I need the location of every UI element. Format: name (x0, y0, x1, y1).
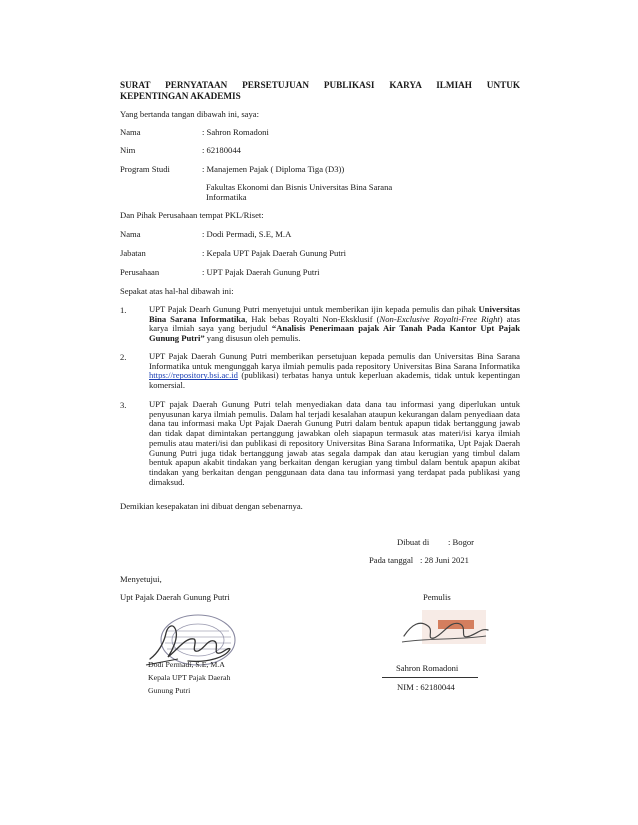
item-number: 1. (120, 305, 127, 315)
document-title: SURAT PERNYATAAN PERSETUJUAN PUBLIKASI KARYA ILMIAH UNTUK KEPENTINGAN AKADEMIS (120, 80, 520, 101)
student-faculty-line2: Informatika (206, 192, 247, 202)
student-prodi-value: : Manajemen Pajak ( Diploma Tiga (D3)) (202, 164, 345, 174)
approver-name: Dodi Permadi, S.E, M.A (148, 660, 225, 669)
company-name-label: Nama (120, 229, 141, 239)
closing-text: Demikian kesepakatan ini dibuat dengan sebenarnya. (120, 501, 303, 511)
place-label: Dibuat di (397, 537, 430, 547)
item-text: UPT Pajak Dearh Gunung Putri menyetujui untuk memberikan ijin kepada pemulis dan pihak Universitas Bina Sarana Informatika, Hak bebas Royalti Non-Eksklusif (Non-Exclusive Royalti-Free Right) atas karya ilmiah saya yang berjudul “Analisis Penerimaan pajak Air Tanah Pada Kantor Upt Pajak Gunung Putri” yang disusun oleh pemulis. (149, 304, 520, 344)
place-value: : Bogor (448, 537, 475, 547)
author-heading: Pemulis (423, 592, 451, 602)
company-position-value: : Kepala UPT Pajak Daerah Gunung Putri (202, 248, 346, 258)
company-label: Perusahaan (120, 267, 160, 277)
item-text: UPT pajak Daerah Gunung Putri telah menyediakan data dana tau informasi yang diperlukan untuk penyusunan karya ilmiah pemulis. Dalam hal terjadi kesalahan ataupun kekurangan dalam penyediaan data dana tau informasi maka Upt Pajak Daerah Gunung Putri dalam bentuk apapun tidak bertanggung jawab dan tidak dapat dimintakan pertanggung jawabkan oleh siapapun termasuk atas materi/isi karya ilmiah pemulis atau materi/isi dan publikasi di repository Universitas Bina Sarana Informatika, Upt Pajak Daerah Gunung Putri juga tidak bertanggung jawab atas segala dampak dan atau kerugian yang timbul dalam bentuk apapun akabit tindakan yang berkaitan dengan kerugian yang timbul dalam bentuk apapun akibat tindakan yang berkaitan dengan penggunaan data dana tau informasi yang terdapat pada publikasi yang dimaksud. (149, 399, 520, 487)
student-prodi-label: Program Studi (120, 164, 170, 174)
approver-title-line1: Kepala UPT Pajak Daerah (148, 673, 231, 682)
date-label: Pada tanggal (369, 555, 414, 565)
company-value: : UPT Pajak Daerah Gunung Putri (202, 267, 320, 277)
approval-organization: Upt Pajak Daerah Gunung Putri (120, 592, 230, 602)
company-name-value: : Dodi Permadi, S.E, M.A (202, 229, 292, 239)
approval-heading: Menyetujui, (120, 574, 162, 584)
student-nim-label: Nim (120, 145, 136, 155)
item-number: 2. (120, 352, 127, 362)
signature-underline (382, 677, 478, 678)
company-intro: Dan Pihak Perusahaan tempat PKL/Riset: (120, 210, 264, 220)
author-name: Sahron Romadoni (396, 663, 459, 673)
item-text: UPT Pajak Daerah Gunung Putri memberikan persetujuan kepada pemulis dan Universitas Bina Sarana Informatika untuk mengunggah karya ilmiah pemulis pada repository Universitas Bina Sarana Informatika https://repository.bsi.ac.id (publikasi) terbatas hanya untuk keperluan akademis, tidak untuk kepentingan komersial. (149, 351, 520, 391)
student-nim-value: : 62180044 (202, 145, 241, 155)
approver-title-line2: Gunung Putri (148, 686, 191, 695)
student-name-label: Nama (120, 127, 141, 137)
company-position-label: Jabatan (120, 248, 146, 258)
agreement-intro: Sepakat atas hal-hal dibawah ini: (120, 286, 234, 296)
stamp-seal (161, 615, 235, 665)
author-signature-image (398, 606, 490, 648)
student-name-value: : Sahron Romadoni (202, 127, 269, 137)
item-number: 3. (120, 400, 127, 410)
repository-link[interactable]: https://repository.bsi.ac.id (149, 370, 238, 381)
student-faculty-line1: Fakultas Ekonomi dan Bisnis Universitas Bina Sarana (206, 182, 393, 192)
date-value: : 28 Juni 2021 (420, 555, 469, 565)
intro-text: Yang bertanda tangan dibawah ini, saya: (120, 109, 259, 119)
author-nim: NIM : 62180044 (397, 682, 455, 692)
